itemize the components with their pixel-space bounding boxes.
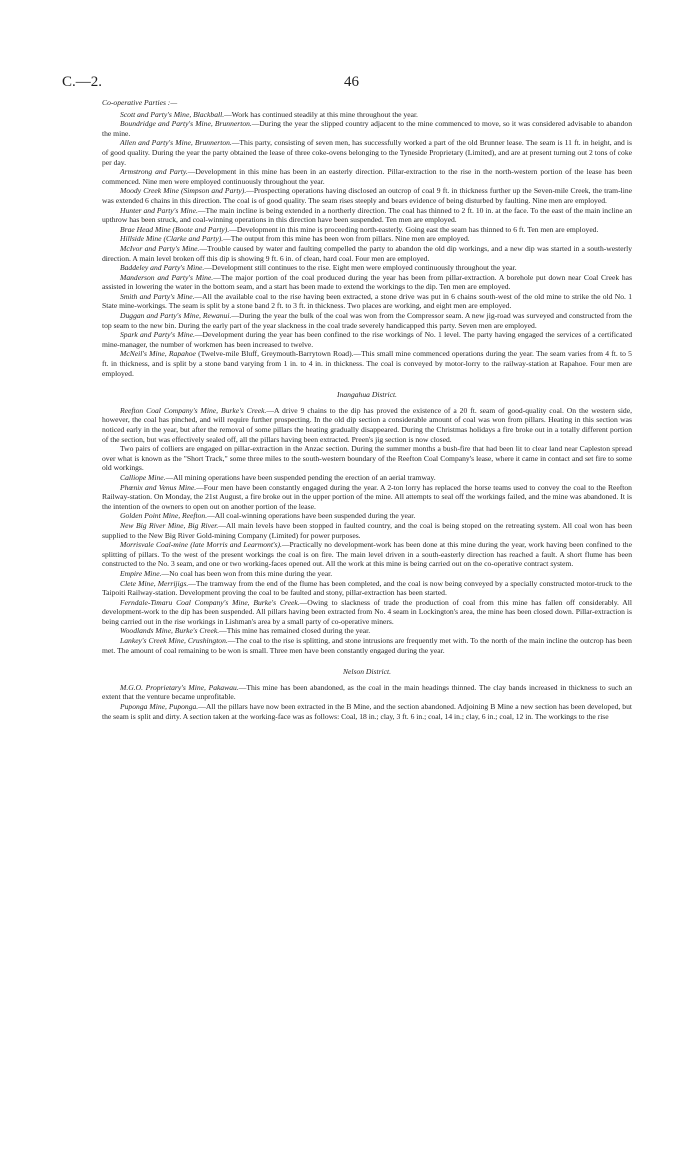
- paragraph-lead: Phœnix and Venus Mine.: [120, 482, 197, 492]
- report-paragraph: [102, 683, 632, 702]
- report-paragraph: [102, 598, 632, 627]
- paragraph-text: —This mine has remained closed during the year.: [219, 626, 371, 636]
- paragraph-lead: Morrisvale Coal-mine (late Morris and Learmont's).: [120, 540, 282, 550]
- paragraph-text: —All the available coal to the rise having been extracted, a stone drive was put in 6 chains south-west of the old mine to strike the old No. 1 State mine-workings. The seam is split by a stone band 2 ft. to 3 ft. in thickness. Two places are working, and eight men are employed.: [102, 291, 632, 311]
- paragraph-text: —Trouble caused by water and faulting compelled the party to abandon the old dip workings, and a new dip was started in a south-westerly direction. A main level broken off this dip is showing 9 ft. 6 in. of clean, hard coal. Four men are employed.: [102, 243, 632, 263]
- report-paragraph: [102, 540, 632, 569]
- paragraph-text: —This party, consisting of seven men, has successfully worked a part of the old Brunner lease. The seam is 11 ft. in height, and is of good quality. During the year the party obtained the lease of three coke-ovens belonging to the Tyneside Proprietary (Limited), and are at present turning out 2 tons of coke per day.: [102, 138, 632, 167]
- district-heading: Nelson District.: [342, 667, 392, 677]
- report-paragraph: [102, 636, 632, 655]
- paragraph-text: —Owing to slackness of trade the production of coal from this mine has fallen off considerably. All development-work to the dip has been suspended. All pillars having been extracted from No. 4 seam in Lockington's area, the mine has been closed down. Pillar-extraction is being carried out in the rise workings in Lishman's area by a small party of co-operative miners.: [102, 597, 632, 626]
- paragraph-text: —This mine has been abandoned, as the coal in the main headings thinned. The clay bands increased in thickness to such an extent that the venture became unprofitable.: [102, 682, 633, 702]
- paragraph-lead: Allen and Party's Mine, Brunnerton.: [120, 138, 232, 148]
- report-paragraph: [102, 626, 632, 636]
- paragraph-lead: Baddeley and Party's Mine.: [120, 263, 205, 273]
- report-paragraph: [102, 406, 632, 444]
- report-paragraph: [102, 483, 632, 512]
- paragraph-lead: Spark and Party's Mine.: [120, 330, 195, 340]
- paragraph-text: —Prospecting operations having disclosed an outcrop of coal 9 ft. in thickness further up the Seven-mile Creek, the tram-line was extended 6 chains in this direction. The coal is of good quality. The seam rises steeply and bears evidence of being disturbed by faulting. Nine men are employed.: [102, 186, 632, 205]
- paragraph-text: —All coal-winning operations have been suspended during the year.: [207, 511, 416, 521]
- paragraph-text: —Development in this mine has been in an easterly direction. Pillar-extraction to the rise in the north-western portion of the lease has been commenced. Nine men were employed continuously throughout the year.: [102, 167, 632, 186]
- paragraph-lead: Duggan and Party's Mine, Rewanui.: [120, 311, 232, 321]
- report-paragraph: [102, 511, 632, 521]
- paragraph-lead: Golden Point Mine, Reefton.: [120, 511, 208, 521]
- report-paragraph: [102, 579, 632, 598]
- paragraph-lead: Smith and Party's Mine.: [120, 291, 195, 301]
- paragraph-text: —During the year the bulk of the coal was won from the Compressor seam. A new jig-road was surveyed and constructed from the top seam to the new bin. During the early part of the year slackness in the coal trade severely handicapped this party. Seven men are employed.: [102, 311, 632, 330]
- paragraph-text: Two pairs of colliers are engaged on pillar-extraction in the Anzac section. During the summer months a bush-fire that had been lit to clear land near Capleston spread over what is known as the "Short Track," some three miles to the south-western boundary of the Reefton Coal Company's lease, where it came in contact and set fire to some old workings.: [102, 444, 632, 473]
- paragraph-text: —Practically no development-work has been done at this mine during the year, work having been confined to the splitting of pillars. To the west of the present workings the coal is on fire. The main level driven in a south-easterly direction has reached a fault. A short flume has been constructed to the No. 3 seam, and one or two working-faces opened out. All the work at this mine is being carried out on the co-operative contract system.: [102, 540, 632, 569]
- paragraph-lead: Calliope Mine.: [120, 472, 166, 482]
- paragraph-text: —Development during the year has been confined to the rise workings of No. 1 level. The party having engaged the services of a certificated mine-manager, the number of workmen has been increased to twelve.: [102, 330, 632, 349]
- paragraph-lead: Clete Mine, Merrijigs.: [120, 578, 189, 588]
- report-paragraph: [102, 110, 632, 120]
- report-paragraph: [102, 186, 632, 205]
- paragraph-lead: M.G.O. Proprietary's Mine, Pakawau.: [120, 682, 239, 692]
- document-reference: C.—2.: [62, 74, 103, 90]
- report-paragraph: [102, 225, 632, 235]
- report-paragraph: [102, 244, 632, 263]
- report-paragraph: [102, 206, 632, 225]
- paragraph-text: —The major portion of the coal produced during the year has been from pillar-extraction. A borehole put down near Coal Creek has assisted in lowering the water in the bottom seam, and a start has been made to extend the workings to the dip. Ten men are employed.: [102, 272, 632, 292]
- paragraph-group: [102, 110, 632, 379]
- report-paragraph: [102, 263, 632, 273]
- paragraph-text: —A drive 9 chains to the dip has proved the existence of a 20 ft. seam of good-quality coal. On the western side, however, the coal has pinched, and will require further prospecting. In the old dip section a considerable amount of coal was won from pillars. Heating in this section was noticed early in the year, but after the removal of some pillars the heating gradually disappeared. During the Christmas holidays a fire broke out in a totally different portion of the section, but was effectively sealed off, all the pillars having been extracted. Preen's jig section is now closed.: [102, 405, 632, 444]
- report-paragraph: [102, 473, 632, 483]
- paragraph-lead: Scott and Party's Mine, Blackball.: [120, 109, 225, 119]
- section-heading: Co-operative Parties :—: [102, 98, 178, 107]
- paragraph-lead: Ferndale-Timaru Coal Company's Mine, Burke's Creek.: [120, 597, 300, 607]
- paragraph-text: —All main levels have been stopped in faulted country, and the coal is being stoped on the retreating system. All coal won has been supplied to the New Big River Gold-mining Company (Limited) for power purposes.: [102, 520, 632, 540]
- paragraph-lead: McNeil's Mine, Rapahoe: [120, 349, 196, 359]
- paragraph-lead: New Big River Mine, Big River.: [120, 520, 219, 530]
- paragraph-group: [102, 683, 632, 721]
- report-paragraph: [102, 167, 632, 186]
- report-paragraph: [102, 273, 632, 292]
- report-paragraph: [102, 138, 632, 167]
- paragraph-text: —All the pillars have now been extracted in the B Mine, and the section abandoned. Adjoining B Mine a new section has been developed, but the seam is split and dirty. A section taken at the working-face was as follows: Coal, 18 in.; clay, 3 ft. 6 in.; coal, 14 in.; clay, 6 in.; coal, 12 in. The workings to the rise: [102, 702, 632, 721]
- paragraph-lead: Lankey's Creek Mine, Crushington.: [120, 636, 228, 646]
- paragraph-lead: Empire Mine.: [120, 568, 162, 578]
- paragraph-text: —All mining operations have been suspended pending the erection of an aerial tramway.: [165, 472, 436, 482]
- paragraph-lead: Armstrong and Party.: [120, 167, 188, 177]
- paragraph-text: —The output from this mine has been won from pillars. Nine men are employed.: [223, 234, 470, 244]
- paragraph-text: —Development still continues to the rise. Eight men were employed continuously throughout the year.: [204, 263, 517, 273]
- page-number: 46: [344, 74, 359, 90]
- paragraph-lead: Hunter and Party's Mine.: [120, 205, 198, 215]
- paragraph-lead: Puponga Mine, Puponga.: [120, 702, 199, 712]
- report-paragraph: [102, 349, 632, 378]
- report-paragraph: [102, 119, 632, 138]
- paragraph-text: —Work has continued steadily at this mine throughout the year.: [224, 109, 418, 119]
- report-paragraph: [102, 521, 632, 540]
- paragraph-text: (Twelve-mile Bluff, Greymouth-Barrytown Road).—This small mine commenced operations during the year. The seam varies from 4 ft. to 5 ft. in thickness, and is split by a stone band varying from 1 in. to 4 in. in thickness. The coal is conveyed by motor-lorry to the railway-station at Rapahoe. Four men are employed.: [102, 349, 632, 378]
- report-paragraph: [102, 292, 632, 311]
- report-paragraph: [102, 311, 632, 330]
- paragraph-text: —Four men have been constantly engaged during the year. A 2-ton lorry has replaced the horse teams used to convey the coal to the Reefton Railway-station. On Monday, the 21st August, a fire broke out in the upper portion of the mine. All attempts to seal off the workings failed, and the mine was abandoned. It is the intention of the owners to open out on another portion of the lease.: [102, 482, 632, 511]
- report-paragraph: [102, 569, 632, 579]
- paragraph-lead: Brae Head Mine (Boote and Party).: [120, 224, 230, 234]
- paragraph-text: —The main incline is being extended in a northerly direction. The coal has thinned to 2 ft. 10 in. at the face. To the east of the main incline an upthrow has been struck, and coal-winning operations in this direction have been suspended. Ten men are employed.: [102, 205, 632, 225]
- paragraph-text: —No coal has been won from this mine during the year.: [161, 568, 333, 578]
- paragraph-lead: Boundridge and Party's Mine, Brunnerton.: [120, 119, 252, 129]
- report-paragraph: [102, 234, 632, 244]
- paragraph-lead: Moody Creek Mine (Simpson and Party).: [120, 186, 247, 196]
- paragraph-lead: Hillside Mine (Clarke and Party).: [120, 234, 224, 244]
- paragraph-lead: McIvor and Party's Mine.: [120, 243, 200, 253]
- paragraph-lead: Manderson and Party's Mine.: [120, 272, 214, 282]
- report-paragraph: [102, 702, 632, 721]
- paragraph-text: —During the year the slipped country adjacent to the mine commenced to move, so it was considered advisable to abandon the mine.: [102, 119, 632, 138]
- paragraph-lead: Reefton Coal Company's Mine, Burke's Creek.: [120, 405, 267, 415]
- district-heading: Inangahua District.: [337, 390, 397, 400]
- report-paragraph: [102, 330, 632, 349]
- paragraph-text: —Development in this mine is proceeding north-easterly. Going east the seam has thinned to 6 ft. Ten men are employed.: [229, 224, 599, 234]
- report-paragraph: [102, 444, 632, 473]
- paragraph-group: [102, 406, 632, 655]
- paragraph-text: —The coal to the rise is splitting, and stone intrusions are frequently met with. To the north of the main incline the outcrop has been met. The amount of coal remaining to be won is small. Three men have been constantly engaged during the year.: [102, 636, 632, 655]
- paragraph-lead: Woodlands Mine, Burke's Creek.: [120, 626, 220, 636]
- report-body: [102, 98, 632, 721]
- paragraph-text: —The tramway from the end of the flume has been completed, and the coal is now being conveyed by a specially constructed motor-truck to the Taipoiti Railway-station. Development proving the coal to be faulted and stony, pillar-extraction has been started.: [102, 578, 632, 598]
